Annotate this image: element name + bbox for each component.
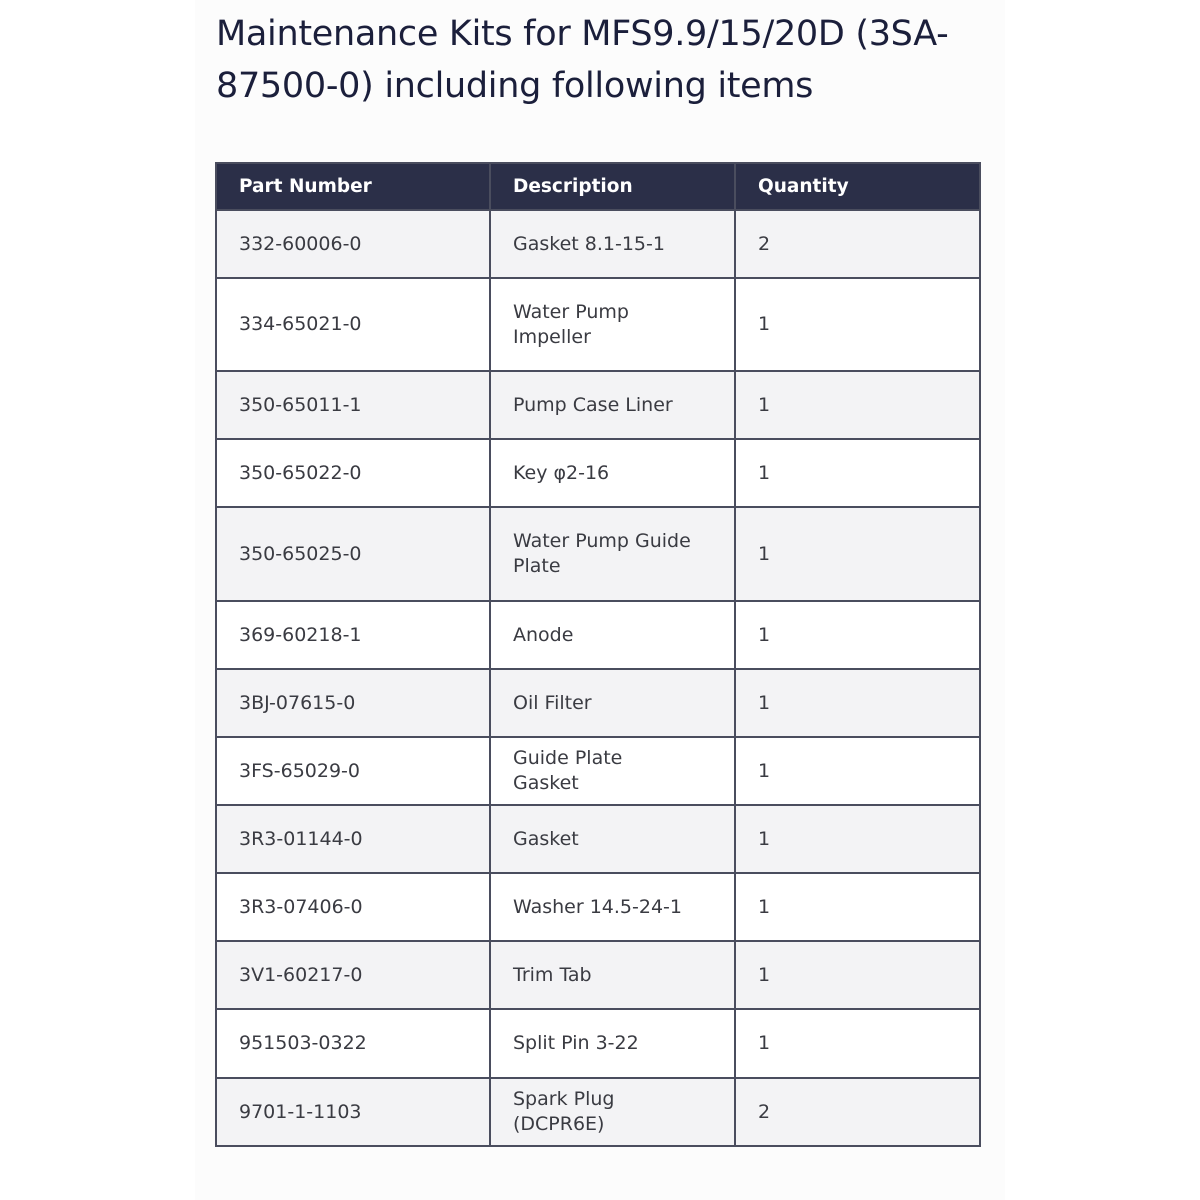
part-number-cell: 3R3-07406-0 xyxy=(216,873,490,941)
part-number-cell: 3R3-01144-0 xyxy=(216,805,490,873)
header-description: Description xyxy=(490,163,735,210)
description-cell: Oil Filter xyxy=(490,669,735,737)
quantity-cell: 2 xyxy=(735,1078,980,1146)
page-title: Maintenance Kits for MFS9.9/15/20D (3SA-87500-0) including following items xyxy=(216,14,949,106)
description-cell: Spark Plug (DCPR6E) xyxy=(490,1078,735,1146)
quantity-cell: 1 xyxy=(735,669,980,737)
table-row xyxy=(216,278,980,371)
part-number-cell: 369-60218-1 xyxy=(216,601,490,669)
header-quantity: Quantity xyxy=(735,163,980,210)
description-cell: Washer 14.5-24-1 xyxy=(490,873,735,941)
part-number-cell: 334-65021-0 xyxy=(216,278,490,371)
quantity-cell: 1 xyxy=(735,941,980,1009)
part-number-cell: 951503-0322 xyxy=(216,1009,490,1078)
table-row xyxy=(216,737,980,805)
quantity-cell: 1 xyxy=(735,371,980,439)
part-number-cell: 350-65022-0 xyxy=(216,439,490,507)
description-cell: Anode xyxy=(490,601,735,669)
quantity-cell: 1 xyxy=(735,439,980,507)
table-row xyxy=(216,439,980,507)
part-number-cell: 3BJ-07615-0 xyxy=(216,669,490,737)
header-part-number: Part Number xyxy=(216,163,490,210)
part-number-cell: 350-65025-0 xyxy=(216,507,490,601)
description-cell: Split Pin 3-22 xyxy=(490,1009,735,1078)
description-cell: Key φ2-16 xyxy=(490,439,735,507)
description-cell: Guide Plate Gasket xyxy=(490,737,735,805)
quantity-cell: 1 xyxy=(735,278,980,371)
quantity-cell: 1 xyxy=(735,507,980,601)
table-row xyxy=(216,1078,980,1146)
table-row xyxy=(216,873,980,941)
table-row xyxy=(216,805,980,873)
table-row xyxy=(216,1009,980,1078)
table-row xyxy=(216,371,980,439)
description-cell: Water Pump Guide Plate xyxy=(490,507,735,601)
description-cell: Pump Case Liner xyxy=(490,371,735,439)
table-row xyxy=(216,941,980,1009)
description-cell: Gasket 8.1-15-1 xyxy=(490,210,735,278)
quantity-cell: 1 xyxy=(735,601,980,669)
table-row xyxy=(216,601,980,669)
quantity-cell: 2 xyxy=(735,210,980,278)
description-cell: Water Pump Impeller xyxy=(490,278,735,371)
part-number-cell: 3V1-60217-0 xyxy=(216,941,490,1009)
quantity-cell: 1 xyxy=(735,1009,980,1078)
description-cell: Gasket xyxy=(490,805,735,873)
part-number-cell: 9701-1-1103 xyxy=(216,1078,490,1146)
quantity-cell: 1 xyxy=(735,737,980,805)
parts-table xyxy=(215,162,981,1147)
table-row xyxy=(216,669,980,737)
part-number-cell: 332-60006-0 xyxy=(216,210,490,278)
table-row xyxy=(216,210,980,278)
part-number-cell: 3FS-65029-0 xyxy=(216,737,490,805)
part-number-cell: 350-65011-1 xyxy=(216,371,490,439)
quantity-cell: 1 xyxy=(735,873,980,941)
table-row xyxy=(216,507,980,601)
table-header-row xyxy=(216,163,980,210)
quantity-cell: 1 xyxy=(735,805,980,873)
description-cell: Trim Tab xyxy=(490,941,735,1009)
